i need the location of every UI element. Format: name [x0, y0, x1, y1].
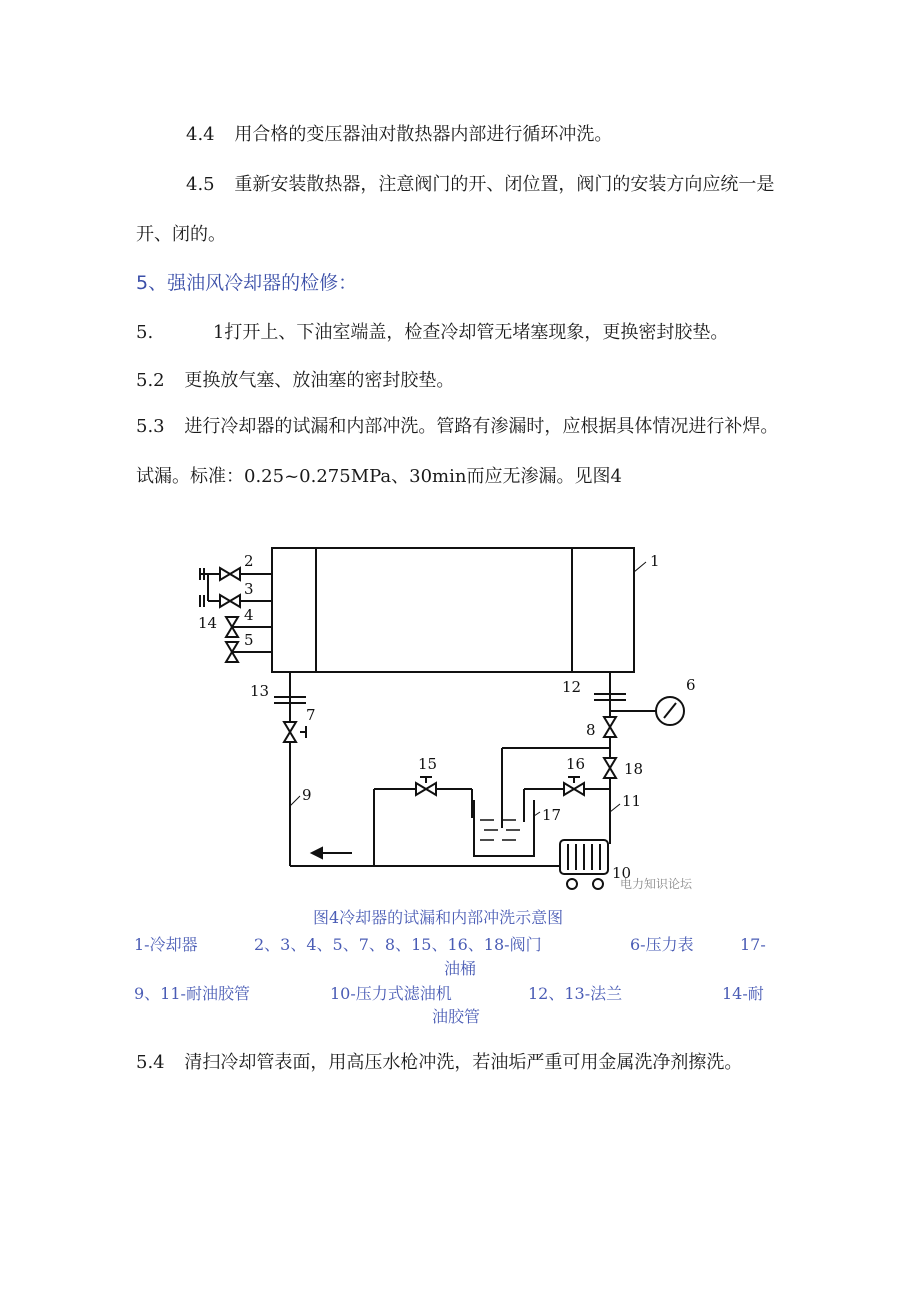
label-6: 6	[686, 676, 696, 694]
paragraph-5-3	[136, 414, 778, 440]
legend-hoses: 9、11-耐油胶管	[134, 984, 250, 1003]
label-10: 10	[612, 864, 632, 882]
left-pipes	[200, 568, 272, 652]
legend-filter-machine: 10-压力式滤油机	[330, 984, 452, 1003]
label-11-leader	[610, 804, 620, 812]
valve-3	[220, 595, 240, 607]
valve-18	[604, 758, 616, 778]
label-15: 15	[418, 755, 438, 773]
paragraph-text: 进行冷却器的试漏和内部冲洗。管路有渗漏时，应根据具体情况进行补焊。	[184, 416, 779, 437]
label-9-leader	[290, 796, 300, 806]
valve-16	[564, 783, 584, 795]
legend-oil-hose-cont: 油胶管	[432, 1007, 481, 1026]
pressure-oil-filter-machine	[560, 840, 608, 889]
label-12: 12	[562, 678, 582, 696]
watermark: 电力知识论坛	[620, 877, 693, 891]
legend-oil-hose: 14-耐	[722, 984, 764, 1003]
cooler-flushing-diagram	[190, 540, 730, 900]
valve-7	[284, 722, 296, 742]
legend-flanges: 12、13-法兰	[528, 984, 623, 1003]
section-number: 5.2	[136, 370, 165, 391]
valve-15	[416, 783, 436, 795]
label-3: 3	[244, 580, 254, 598]
label-1: 1	[650, 552, 660, 570]
paragraph-text: 1打开上、下油室端盖，检查冷却管无堵塞现象，更换密封胶垫。	[212, 322, 729, 343]
paragraph-text: 更换放气塞、放油塞的密封胶垫。	[184, 370, 455, 391]
paragraph-5-4	[136, 1050, 742, 1076]
section-number: 5.4	[136, 1052, 165, 1073]
section-number: 5.	[136, 322, 154, 343]
pressure-gauge	[656, 697, 684, 725]
valve-8	[604, 717, 616, 737]
label-2: 2	[244, 552, 254, 570]
label-13: 13	[250, 682, 270, 700]
flow-arrow-head	[312, 848, 322, 858]
section-number: 5.3	[136, 416, 165, 437]
paragraph-text: 清扫冷却管表面，用高压水枪冲洗，若油垢严重可用金属洗净剂擦洗。	[184, 1052, 743, 1073]
paragraph-text: 用合格的变压器油对散热器内部进行循环冲洗。	[234, 124, 613, 145]
section-number: 4.4	[186, 124, 215, 145]
figure-caption: 图4冷却器的试漏和内部冲洗示意图	[313, 908, 564, 927]
label-5: 5	[244, 631, 254, 649]
label-8: 8	[586, 721, 596, 739]
legend-cooler: 1-冷却器	[134, 935, 198, 954]
paragraph-4-5-continuation: 开、闭的。	[136, 224, 226, 245]
valve-handles	[300, 726, 580, 783]
section-heading: 5、强油风冷却器的检修：	[136, 272, 358, 294]
paragraph-5-1	[136, 320, 728, 346]
label-11: 11	[622, 792, 642, 810]
legend-oil-drum-cont: 油桶	[444, 959, 477, 978]
section-number: 4.5	[186, 174, 215, 195]
label-18: 18	[624, 760, 644, 778]
paragraph-text: 重新安装散热器，注意阀门的开、闭位置，阀门的安装方向应统一是	[234, 174, 775, 195]
paragraph-4-5	[186, 172, 774, 198]
legend-valves: 2、3、4、5、7、8、15、16、18-阀门	[254, 935, 542, 954]
label-16: 16	[566, 755, 586, 773]
oil-level-marks	[480, 820, 520, 840]
cooler-body	[272, 548, 634, 672]
label-9: 9	[302, 786, 312, 804]
label-17: 17	[542, 806, 562, 824]
valve-2	[220, 568, 240, 580]
legend-pressure-gauge: 6-压力表	[630, 935, 694, 954]
label-4: 4	[244, 606, 254, 624]
label-1-leader	[634, 562, 646, 572]
paragraph-4-4	[186, 122, 612, 148]
label-7: 7	[306, 706, 316, 724]
legend-oil-drum: 17-	[740, 935, 766, 954]
paragraph-5-2	[136, 368, 454, 394]
label-14: 14	[198, 614, 218, 632]
paragraph-5-3-continuation: 试漏。标准：0.25~0.275MPa、30min而应无渗漏。见图4	[136, 466, 622, 487]
